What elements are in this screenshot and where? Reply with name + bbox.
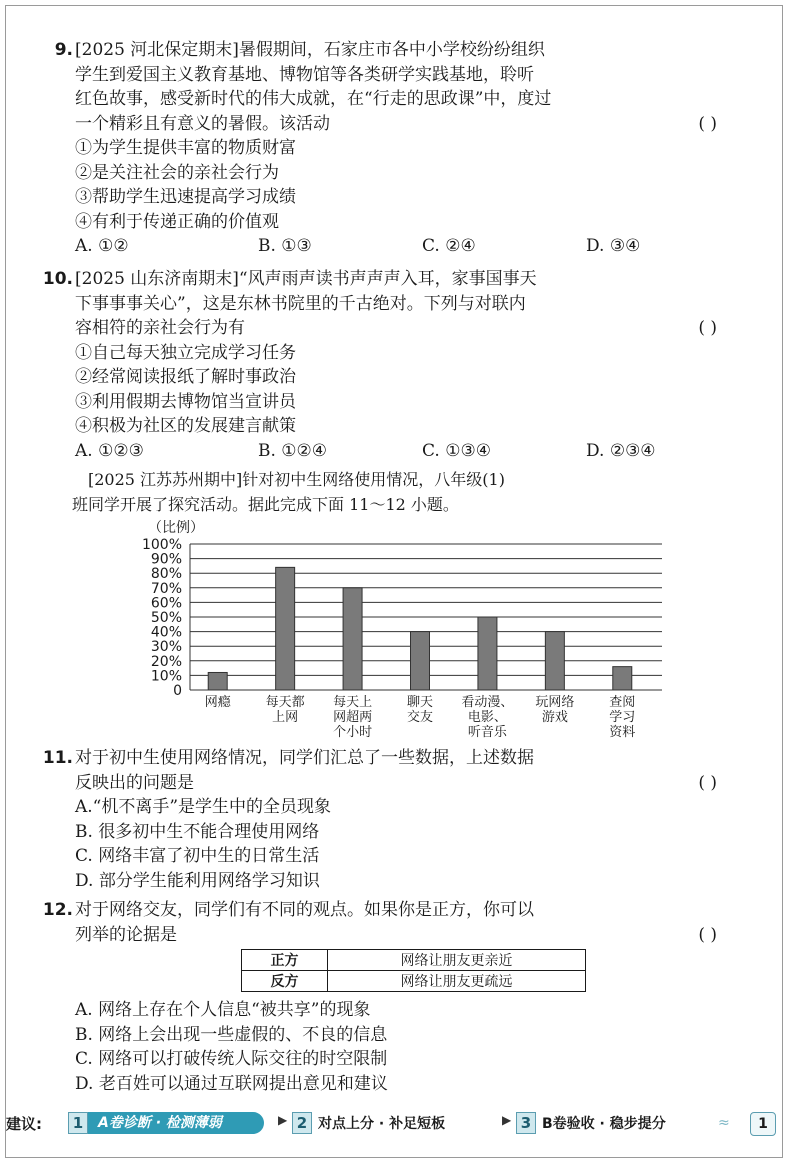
shared-stem — [72, 468, 722, 517]
bar — [343, 588, 362, 690]
question-text-line: 对于初中生使用网络情况，同学们汇总了一些数据，上述数据 — [75, 748, 534, 768]
question-number: 9. — [54, 40, 73, 60]
viewpoint-text: 网络让朋友更亲近 — [328, 950, 586, 971]
y-tick-label: 0 — [173, 683, 182, 699]
y-tick-label: 70% — [150, 580, 182, 597]
y-axis-label: （比例） — [148, 520, 204, 536]
statement-item: ①为学生提供丰富的物质财富 — [75, 138, 296, 158]
stem-line: 班同学开展了探究活动。据此完成下面 11～12 小题。 — [72, 494, 459, 514]
bar — [208, 672, 227, 690]
option-d[interactable]: D. 老百姓可以通过互联网提出意见和建议 — [75, 1073, 388, 1094]
x-tick-label: 查阅 — [609, 695, 636, 710]
statement-item: ①自己每天独立完成学习任务 — [75, 342, 296, 363]
x-tick-label: 资料 — [609, 725, 636, 740]
option-c[interactable]: C. ②④ — [422, 236, 476, 256]
option-b[interactable]: B. ①③ — [258, 236, 312, 256]
y-tick-label: 90% — [150, 551, 182, 568]
question-number: 12. — [42, 900, 73, 920]
y-tick-label: 50% — [150, 610, 182, 626]
x-tick-label: 个小时 — [333, 725, 373, 740]
question-text-line: 红色故事，感受新时代的伟大成就，在“行走的思政课”中，度过 — [75, 89, 552, 109]
statement-item: ③利用假期去博物馆当宣讲员 — [75, 391, 296, 412]
bar — [411, 632, 430, 690]
option-a[interactable]: A. ①② — [75, 236, 129, 256]
question-text-line: 学生到爱国主义教育基地、博物馆等各类研学实践基地，聆听 — [75, 64, 534, 85]
table-row — [242, 950, 586, 971]
x-tick-label: 看动漫、 — [461, 695, 514, 710]
question-text-line: 反映出的问题是 — [75, 772, 194, 793]
x-tick-label: 学习 — [609, 710, 636, 725]
y-tick-label: 20% — [150, 653, 182, 670]
x-tick-label: 网瘾 — [204, 695, 231, 710]
footer-lead: 建议: — [6, 1115, 42, 1133]
option-a[interactable]: A. ①②③ — [75, 440, 144, 461]
statement-item: ④积极为社区的发展建言献策 — [75, 416, 296, 436]
wave-decoration-icon: ≈ — [718, 1115, 730, 1131]
step-title: 对点上分 · 补足短板 — [318, 1116, 446, 1132]
option-c[interactable]: C. 网络可以打破传统人际交往的时空限制 — [75, 1049, 388, 1069]
option-b[interactable]: B. 很多初中生不能合理使用网络 — [75, 821, 320, 842]
x-tick-label: 电影、 — [467, 710, 507, 725]
question-12 — [42, 898, 725, 947]
option-d[interactable]: D. 部分学生能利用网络学习知识 — [75, 870, 320, 891]
bar — [545, 632, 564, 690]
option-d[interactable]: D. ②③④ — [586, 440, 656, 461]
option-d[interactable]: D. ③④ — [586, 236, 641, 256]
side-label: 正方 — [242, 950, 328, 971]
step-number: 2 — [292, 1112, 312, 1134]
table-row — [242, 971, 586, 992]
arrow-right-icon: ▶ — [502, 1113, 512, 1127]
option-b[interactable]: B. 网络上会出现一些虚假的、不良的信息 — [75, 1024, 388, 1045]
y-tick-label: 30% — [150, 639, 182, 656]
question-text-line: 列举的论据是 — [75, 924, 177, 945]
y-tick-label: 100% — [141, 537, 182, 553]
question-text-line: [2025 河北保定期末]暑假期间，石家庄市各中小学校纷纷组织 — [75, 40, 545, 60]
answer-paren[interactable]: ( ) — [698, 772, 717, 793]
step-number: 1 — [68, 1112, 88, 1134]
question-text-line: 下事事事关心”，这是东林书院里的千古绝对。下列与对联内 — [75, 293, 526, 314]
step-number: 3 — [516, 1112, 536, 1134]
statement-item: ④有利于传递正确的价值观 — [75, 211, 279, 232]
bar — [276, 567, 295, 690]
viewpoint-text: 网络让朋友更疏远 — [328, 971, 586, 992]
question-11 — [42, 746, 725, 893]
y-tick-label: 40% — [150, 624, 182, 641]
y-tick-label: 60% — [150, 595, 182, 612]
statement-item: ②是关注社会的亲社会行为 — [75, 162, 279, 183]
x-tick-label: 游戏 — [541, 710, 568, 725]
question-number: 10. — [42, 269, 73, 289]
answer-paren[interactable]: ( ) — [698, 924, 717, 945]
bar-chart — [110, 512, 670, 742]
statement-item: ③帮助学生迅速提高学习成绩 — [75, 187, 296, 207]
x-tick-label: 听音乐 — [467, 725, 507, 740]
question-10 — [42, 267, 725, 463]
y-tick-label: 80% — [150, 566, 182, 583]
bar — [478, 617, 497, 690]
option-c[interactable]: C. ①③④ — [422, 440, 491, 461]
option-b[interactable]: B. ①②④ — [258, 440, 328, 461]
x-tick-label: 上网 — [272, 710, 299, 725]
option-c[interactable]: C. 网络丰富了初中生的日常生活 — [75, 846, 320, 866]
question-9 — [54, 38, 725, 259]
question-12-choices — [75, 998, 725, 1096]
statement-item: ②经常阅读报纸了解时事政治 — [75, 367, 296, 387]
question-text-line: [2025 山东济南期末]“风声雨声读书声声声入耳，家事国事天 — [75, 269, 537, 289]
step-title: B卷验收 · 稳步提分 — [542, 1116, 666, 1132]
option-a[interactable]: A.“机不离手”是学生中的全员现象 — [75, 797, 332, 817]
answer-paren[interactable]: ( ) — [698, 113, 717, 134]
side-label: 反方 — [242, 971, 328, 992]
question-text-line: 一个精彩且有意义的暑假。该活动 — [75, 113, 330, 134]
arrow-right-icon: ▶ — [278, 1113, 288, 1127]
stem-line: [2025 江苏苏州期中]针对初中生网络使用情况，八年级(1) — [72, 470, 505, 489]
x-tick-label: 每天都 — [265, 695, 305, 710]
x-tick-label: 交友 — [406, 710, 434, 725]
option-a[interactable]: A. 网络上存在个人信息“被共享”的现象 — [75, 1000, 371, 1020]
footer-bar — [0, 1109, 790, 1137]
x-tick-label: 玩网络 — [535, 695, 575, 710]
question-text-line: 对于网络交友，同学们有不同的观点。如果你是正方，你可以 — [75, 900, 534, 920]
page-number: 1 — [750, 1112, 776, 1136]
x-tick-label: 每天上 — [333, 695, 373, 710]
viewpoint-table — [241, 949, 586, 992]
x-tick-label: 网超两 — [333, 710, 373, 725]
x-tick-label: 聊天 — [406, 695, 434, 710]
bar — [613, 667, 632, 690]
question-text-line: 容相符的亲社会行为有 — [75, 318, 245, 338]
question-number: 11. — [42, 748, 73, 768]
step-banner: A卷诊断 · 检测薄弱 — [88, 1112, 264, 1134]
answer-paren[interactable]: ( ) — [698, 318, 717, 338]
y-tick-label: 10% — [150, 668, 182, 685]
